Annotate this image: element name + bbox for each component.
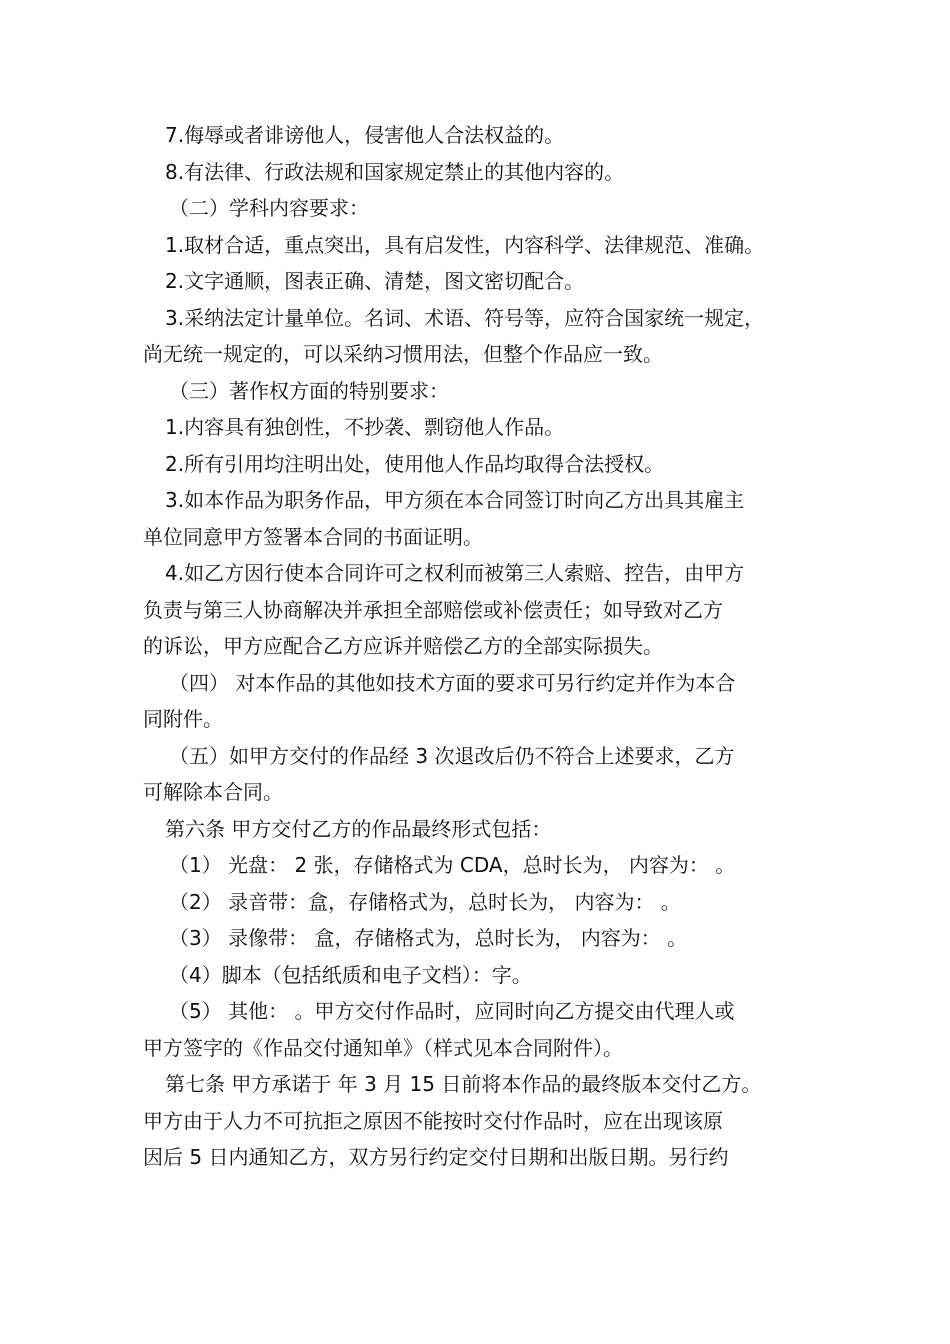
text-line: （1） 光盘： 2 张，存储格式为 CDA，总时长为， 内容为： 。	[169, 853, 736, 877]
paragraph	[143, 847, 833, 884]
text-line: 3.采纳法定计量单位。名词、术语、符号等，应符合国家统一规定，	[165, 305, 765, 330]
paragraph	[143, 154, 833, 191]
paragraph	[143, 446, 833, 483]
text-line: 1.内容具有独创性，不抄袭、剽窃他人作品。	[165, 415, 565, 439]
text-line: （4）脚本（包括纸质和电子文档）：字。	[169, 962, 532, 987]
text-line: 因后 5 日内通知乙方，双方另行约定交付日期和出版日期。另行约	[143, 1145, 729, 1169]
paragraph	[143, 117, 833, 154]
text-line: 第六条 甲方交付乙方的作品最终形式包括：	[165, 816, 552, 841]
paragraph	[143, 190, 833, 227]
text-line: 可解除本合同。	[143, 780, 283, 804]
text-line: 甲方签字的《作品交付通知单》（样式见本合同附件）。	[143, 1035, 623, 1060]
paragraph	[143, 263, 833, 300]
text-line: 的诉讼，甲方应配合乙方应诉并赔偿乙方的全部实际损失。	[143, 634, 663, 658]
text-line: 尚无统一规定的，可以采纳习惯用法，但整个作品应一致。	[143, 342, 663, 366]
text-line: （三）著作权方面的特别要求：	[169, 378, 449, 403]
paragraph	[143, 409, 833, 446]
paragraph	[143, 1066, 833, 1176]
paragraph	[143, 373, 833, 410]
text-line: 2.所有引用均注明出处，使用他人作品均取得合法授权。	[165, 451, 665, 476]
text-line: 第七条 甲方承诺于 年 3 月 15 日前将本作品的最终版本交付乙方。	[165, 1072, 762, 1096]
paragraph	[143, 957, 833, 994]
text-line: （5） 其他： 。甲方交付作品时，应同时向乙方提交由代理人或	[169, 999, 735, 1023]
text-line: 1.取材合适，重点突出，具有启发性，内容科学、法律规范、准确。	[165, 232, 765, 257]
document-body	[143, 117, 833, 1176]
text-line: （四） 对本作品的其他如技术方面的要求可另行约定并作为本合	[169, 670, 736, 695]
text-line: （五）如甲方交付的作品经 3 次退改后仍不符合上述要求，乙方	[169, 743, 735, 768]
text-line: 同附件。	[143, 707, 223, 731]
text-line: 负责与第三人协商解决并承担全部赔偿或补偿责任；如导致对乙方	[143, 597, 723, 622]
text-line: （二）学科内容要求：	[169, 196, 369, 220]
text-line: （2） 录音带：盒，存储格式为，总时长为， 内容为： 。	[169, 889, 681, 914]
paragraph	[143, 811, 833, 848]
paragraph	[143, 482, 833, 555]
text-line: 7.侮辱或者诽谤他人，侵害他人合法权益的。	[165, 123, 565, 147]
text-line: 8.有法律、行政法规和国家规定禁止的其他内容的。	[165, 159, 625, 184]
paragraph	[143, 227, 833, 264]
paragraph	[143, 884, 833, 921]
paragraph	[143, 555, 833, 665]
paragraph	[143, 920, 833, 957]
paragraph	[143, 993, 833, 1066]
paragraph	[143, 665, 833, 738]
text-line: 单位同意甲方签署本合同的书面证明。	[143, 524, 483, 549]
paragraph	[143, 300, 833, 373]
text-line: 2.文字通顺，图表正确、清楚，图文密切配合。	[165, 269, 585, 293]
text-line: 3.如本作品为职务作品，甲方须在本合同签订时向乙方出具其雇主	[165, 488, 745, 512]
text-line: （3） 录像带： 盒，存储格式为，总时长为， 内容为： 。	[169, 926, 688, 950]
text-line: 甲方由于人力不可抗拒之原因不能按时交付作品时，应在出现该原	[143, 1108, 723, 1133]
text-line: 4.如乙方因行使本合同许可之权利而被第三人索赔、控告，由甲方	[165, 561, 745, 585]
paragraph	[143, 738, 833, 811]
